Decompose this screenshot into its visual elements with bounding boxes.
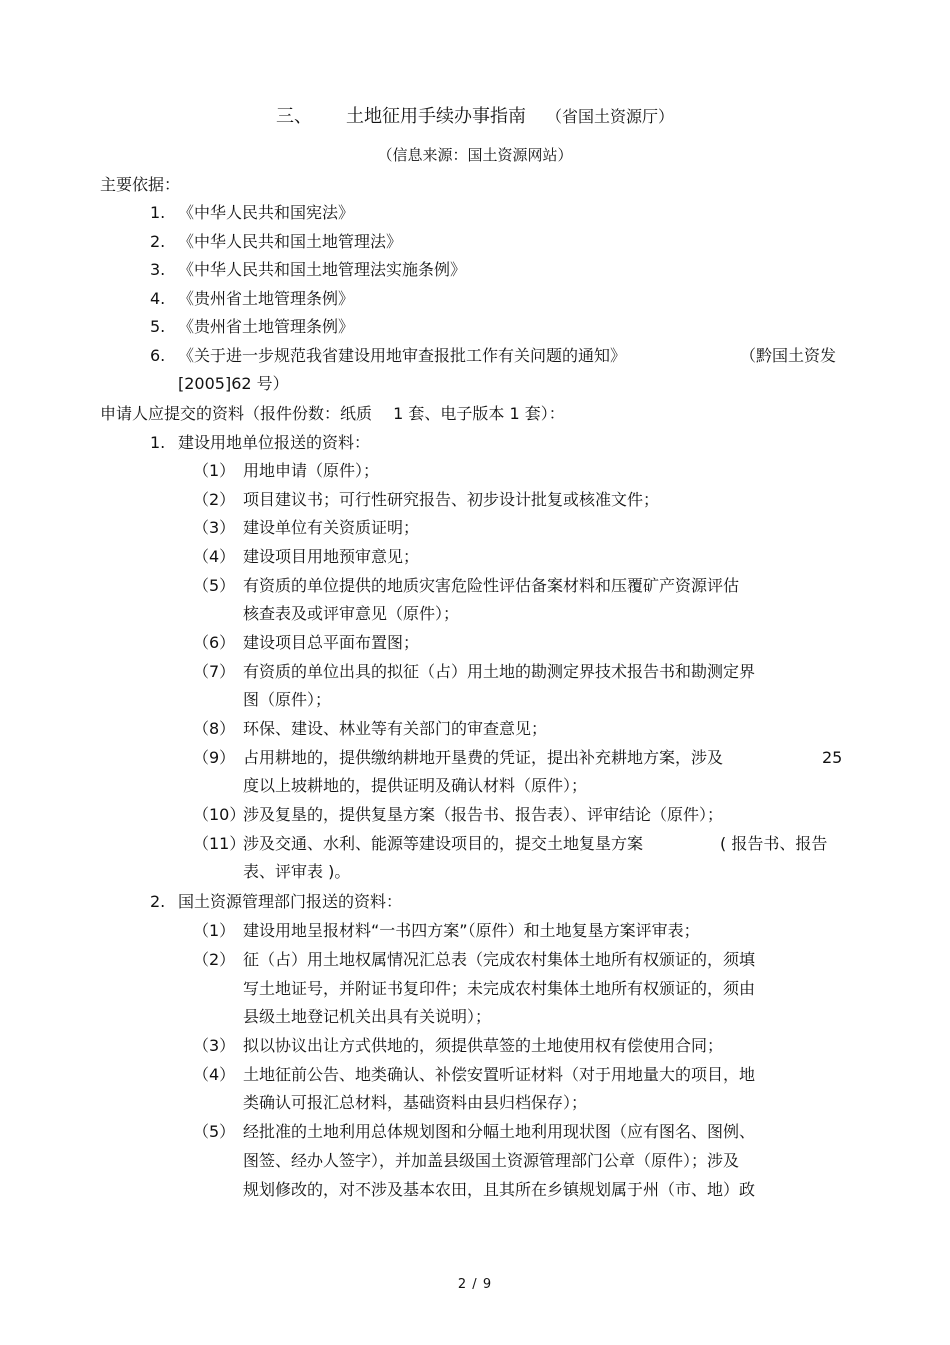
basis-item [150,342,626,370]
item-text: 度以上坡耕地的，提供证明及确认材料（原件）； [243,776,588,795]
item-text: 类确认可报汇总材料，基础资料由县归档保存）； [243,1093,588,1112]
item-number: （3） [193,518,236,537]
item-text: 涉及复垦的，提供复垦方案（报告书、报告表）、评审结论（原件）； [243,805,724,824]
item-text: 经批准的土地利用总体规划图和分幅土地利用现状图（应有图名、图例、 [243,1122,756,1141]
item-text: 拟以协议出让方式供地的，须提供草签的土地使用权有偿使用合同； [243,1036,724,1055]
item-number: （3） [193,1036,236,1055]
title-subtitle: （省国土资源厅） [545,107,674,126]
item-text: 核查表及或评审意见（原件）； [243,604,460,623]
item-text: 环保、建设、林业等有关部门的审查意见； [243,719,548,738]
item-number: （6） [193,633,236,652]
source-note: （信息来源：国土资源网站） [377,146,573,164]
basis-number: 1. [150,203,166,222]
item-number: （1） [193,461,236,480]
basis-continuation: [2005]62 号） [178,374,289,393]
basis-doc-number: （黔国土资发 [740,346,837,365]
item-number: （10） [193,805,246,824]
basis-text: 《中华人民共和国土地管理法实施条例》 [178,260,467,279]
item-text: 表、评审表 )。 [243,862,351,881]
section-title: 国土资源管理部门报送的资料： [178,892,403,911]
section-heading [150,429,370,457]
basis-number: 4. [150,289,166,308]
item-text: 建设单位有关资质证明； [243,518,420,537]
item-number: （2） [193,490,236,509]
item-text: 规划修改的，对不涉及基本农田，且其所在乡镇规划属于州（市、地）政 [243,1180,756,1199]
item-text: 写土地证号，并附证书复印件；未完成农村集体土地所有权颁证的，须由 [243,979,756,998]
page-title [0,104,950,130]
basis-item [150,228,402,256]
item-number: （2） [193,950,236,969]
item-text: 建设用地呈报材料“一书四方案”（原件）和土地复垦方案评审表； [243,921,700,940]
item-text: 项目建议书；可行性研究报告、初步设计批复或核准文件； [243,490,660,509]
item-text: 建设项目总平面布置图； [243,633,420,652]
item-text: 县级土地登记机关出具有关说明）； [243,1007,492,1026]
basis-text: 《贵州省土地管理条例》 [178,317,355,336]
materials-heading: 申请人应提交的资料（报件份数：纸质 1 套、电子版本 1 套）： [100,404,565,423]
basis-item [150,199,354,227]
item-number: （11） [193,834,246,853]
basis-text: 《关于进一步规范我省建设用地审查报批工作有关问题的通知》 [178,346,627,365]
item-number: （4） [193,1065,236,1084]
basis-number: 6. [150,346,166,365]
title-number: 三、 [275,106,312,127]
page-number: 2 / 9 [457,1277,493,1292]
item-text-tail: 25 [822,748,843,767]
basis-number: 3. [150,260,166,279]
item-number: （9） [193,748,236,767]
item-number: （7） [193,662,236,681]
section-number: 1. [150,433,166,452]
basis-text: 《贵州省土地管理条例》 [178,289,355,308]
item-text: 图签、经办人签字），并加盖县级国土资源管理部门公章（原件）；涉及 [243,1151,740,1170]
item-text-tail: ( 报告书、报告 [720,834,828,853]
basis-item [150,256,466,284]
basis-heading: 主要依据： [100,175,181,194]
basis-text: 《中华人民共和国土地管理法》 [178,232,403,251]
item-number: （4） [193,547,236,566]
item-text: 图（原件）； [243,690,332,709]
basis-number: 5. [150,317,166,336]
basis-text: 《中华人民共和国宪法》 [178,203,355,222]
item-text: 涉及交通、水利、能源等建设项目的，提交土地复垦方案 [243,834,644,853]
section-heading [150,888,402,916]
item-text: 建设项目用地预审意见； [243,547,420,566]
basis-number: 2. [150,232,166,251]
title-text: 土地征用手续办事指南 [345,106,526,127]
item-number: （8） [193,719,236,738]
item-text: 土地征前公告、地类确认、补偿安置听证材料（对于用地量大的项目，地 [243,1065,756,1084]
item-text: 征（占）用土地权属情况汇总表（完成农村集体土地所有权颁证的，须填 [243,950,756,969]
item-text: 用地申请（原件）； [243,461,380,480]
item-number: （5） [193,576,236,595]
item-text: 占用耕地的，提供缴纳耕地开垦费的凭证，提出补充耕地方案，涉及 [243,748,724,767]
section-number: 2. [150,892,166,911]
item-number: （5） [193,1122,236,1141]
basis-item [150,285,354,313]
item-text: 有资质的单位出具的拟征（占）用土地的勘测定界技术报告书和勘测定界 [243,662,756,681]
item-text: 有资质的单位提供的地质灾害危险性评估备案材料和压覆矿产资源评估 [243,576,740,595]
item-number: （1） [193,921,236,940]
section-title: 建设用地单位报送的资料： [178,433,371,452]
basis-item [150,313,354,341]
